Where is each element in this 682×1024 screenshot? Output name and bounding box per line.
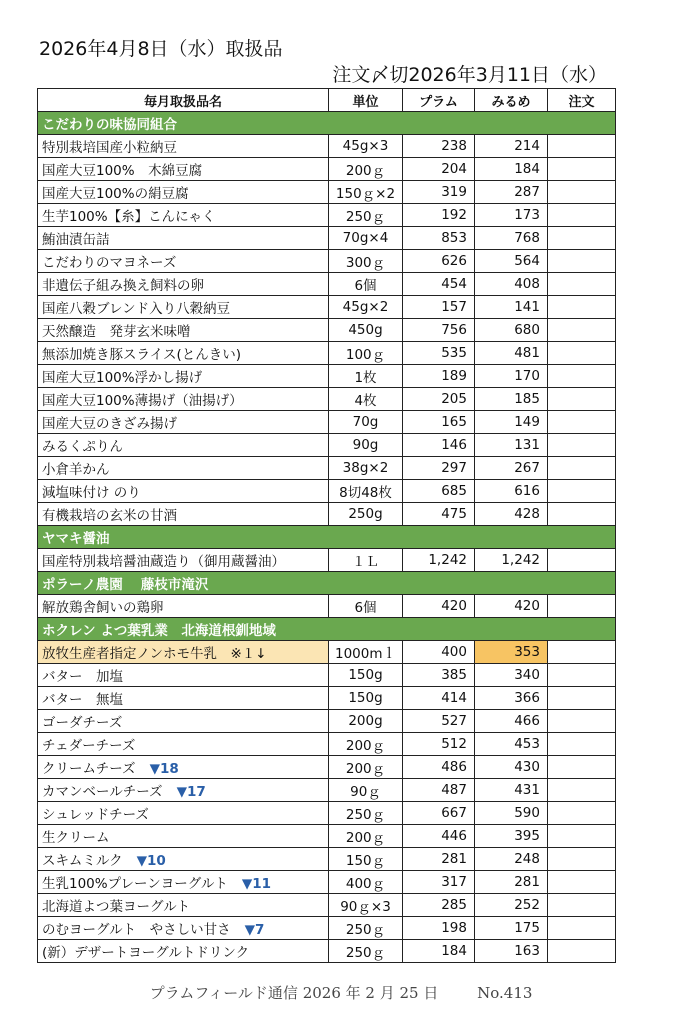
unit-cell: 90ｇ bbox=[329, 779, 403, 802]
product-name: 小倉羊かん bbox=[42, 462, 110, 478]
unit-cell: 90ｇ×3 bbox=[329, 894, 403, 917]
table-body bbox=[38, 112, 616, 963]
order-cell[interactable] bbox=[548, 135, 616, 158]
table-row bbox=[38, 365, 616, 388]
table-row bbox=[38, 710, 616, 733]
column-header-product: 毎月取扱品名 bbox=[38, 89, 329, 112]
order-cell[interactable] bbox=[548, 273, 616, 296]
price-change-mark: ▼17 bbox=[176, 784, 206, 800]
table-row bbox=[38, 779, 616, 802]
product-name: 国産特別栽培醤油蔵造り（御用蔵醤油） bbox=[42, 554, 285, 570]
mirume-price-cell: 340 bbox=[475, 664, 548, 687]
mirume-price-cell: 481 bbox=[475, 342, 548, 365]
section-name: ホクレン よつ葉乳業 北海道根釧地域 bbox=[38, 618, 616, 641]
table-row bbox=[38, 940, 616, 963]
product-name-cell bbox=[38, 894, 329, 917]
mirume-price-cell: 616 bbox=[475, 480, 548, 503]
column-header-unit: 単位 bbox=[329, 89, 403, 112]
table-row bbox=[38, 641, 616, 664]
order-cell[interactable] bbox=[548, 710, 616, 733]
product-name-cell bbox=[38, 664, 329, 687]
column-header-plum: プラム bbox=[403, 89, 475, 112]
product-name: こだわりのマヨネーズ bbox=[42, 255, 177, 271]
mirume-price-cell: 141 bbox=[475, 296, 548, 319]
order-cell[interactable] bbox=[548, 434, 616, 457]
product-name-cell bbox=[38, 365, 329, 388]
table-row bbox=[38, 342, 616, 365]
order-cell[interactable] bbox=[548, 250, 616, 273]
product-name-cell bbox=[38, 871, 329, 894]
mirume-price-cell: 149 bbox=[475, 411, 548, 434]
unit-cell: 400ｇ bbox=[329, 871, 403, 894]
footer-newsletter: プラムフィールド通信 2026 年 2 月 25 日 bbox=[149, 984, 439, 1002]
order-cell[interactable] bbox=[548, 227, 616, 250]
order-cell[interactable] bbox=[548, 319, 616, 342]
product-name-cell bbox=[38, 848, 329, 871]
table-row bbox=[38, 802, 616, 825]
unit-cell: 70g×4 bbox=[329, 227, 403, 250]
order-cell[interactable] bbox=[548, 733, 616, 756]
plum-price-cell: 297 bbox=[403, 457, 475, 480]
mirume-price-cell: 466 bbox=[475, 710, 548, 733]
price-change-mark: ▼18 bbox=[149, 761, 179, 777]
unit-cell: 200ｇ bbox=[329, 756, 403, 779]
product-name: 国産八穀ブレンド入り八穀納豆 bbox=[42, 301, 231, 317]
table-row bbox=[38, 158, 616, 181]
product-name: チェダーチーズ bbox=[42, 738, 136, 754]
unit-cell: 150ｇ×2 bbox=[329, 181, 403, 204]
unit-cell: 200g bbox=[329, 710, 403, 733]
product-name-cell bbox=[38, 756, 329, 779]
order-cell[interactable] bbox=[548, 848, 616, 871]
product-name: のむヨーグルト やさしい甘さ bbox=[42, 922, 231, 938]
plum-price-cell: 204 bbox=[403, 158, 475, 181]
plum-price-cell: 1,242 bbox=[403, 549, 475, 572]
mirume-price-cell: 175 bbox=[475, 917, 548, 940]
product-name-cell bbox=[38, 457, 329, 480]
unit-cell: 8切48枚 bbox=[329, 480, 403, 503]
column-header-mirume: みるめ bbox=[475, 89, 548, 112]
order-cell[interactable] bbox=[548, 871, 616, 894]
table-row bbox=[38, 894, 616, 917]
product-name: みるくぷりん bbox=[42, 439, 123, 455]
order-cell[interactable] bbox=[548, 595, 616, 618]
table-row bbox=[38, 480, 616, 503]
mirume-price-cell: 430 bbox=[475, 756, 548, 779]
footer bbox=[0, 982, 682, 1003]
mirume-price-cell: 287 bbox=[475, 181, 548, 204]
product-name-cell bbox=[38, 549, 329, 572]
table-row bbox=[38, 503, 616, 526]
plum-price-cell: 317 bbox=[403, 871, 475, 894]
plum-price-cell: 527 bbox=[403, 710, 475, 733]
product-name-cell bbox=[38, 296, 329, 319]
plum-price-cell: 486 bbox=[403, 756, 475, 779]
order-cell[interactable] bbox=[548, 181, 616, 204]
product-name-cell bbox=[38, 434, 329, 457]
table-row bbox=[38, 848, 616, 871]
mirume-price-cell: 431 bbox=[475, 779, 548, 802]
product-name: 特別栽培国産小粒納豆 bbox=[42, 140, 177, 156]
section-header-row bbox=[38, 112, 616, 135]
product-name: ゴーダチーズ bbox=[42, 715, 123, 731]
mirume-price-cell: 281 bbox=[475, 871, 548, 894]
product-name-cell bbox=[38, 319, 329, 342]
plum-price-cell: 685 bbox=[403, 480, 475, 503]
mirume-price-cell: 1,242 bbox=[475, 549, 548, 572]
plum-price-cell: 853 bbox=[403, 227, 475, 250]
order-cell[interactable] bbox=[548, 641, 616, 664]
mirume-price-cell: 420 bbox=[475, 595, 548, 618]
table-header-row bbox=[38, 89, 616, 112]
mirume-price-cell: 184 bbox=[475, 158, 548, 181]
plum-price-cell: 420 bbox=[403, 595, 475, 618]
unit-cell: 200ｇ bbox=[329, 733, 403, 756]
order-cell[interactable] bbox=[548, 296, 616, 319]
unit-cell: 250ｇ bbox=[329, 802, 403, 825]
mirume-price-cell: 131 bbox=[475, 434, 548, 457]
unit-cell: 6個 bbox=[329, 595, 403, 618]
table-row bbox=[38, 204, 616, 227]
table-row bbox=[38, 135, 616, 158]
product-name: 国産大豆100%薄揚げ（油揚げ） bbox=[42, 393, 243, 409]
product-name-cell bbox=[38, 227, 329, 250]
product-name-cell bbox=[38, 342, 329, 365]
product-name: 非遺伝子組み換え飼料の卵 bbox=[42, 278, 204, 294]
table-row bbox=[38, 434, 616, 457]
section-name: こだわりの味協同組合 bbox=[38, 112, 616, 135]
table-row bbox=[38, 273, 616, 296]
product-name: 生乳100%プレーンヨーグルト bbox=[42, 876, 228, 892]
product-name: 無添加焼き豚スライス(とんきい) bbox=[42, 347, 241, 363]
section-header-row bbox=[38, 526, 616, 549]
unit-cell: 38g×2 bbox=[329, 457, 403, 480]
mirume-price-cell: 590 bbox=[475, 802, 548, 825]
product-name: シュレッドチーズ bbox=[42, 807, 149, 823]
product-name: 減塩味付け のり bbox=[42, 485, 141, 501]
product-name-cell bbox=[38, 411, 329, 434]
plum-price-cell: 756 bbox=[403, 319, 475, 342]
price-change-mark: ▼11 bbox=[241, 876, 272, 892]
product-name: (新）デザートヨーグルトドリンク bbox=[42, 945, 250, 961]
product-name-cell bbox=[38, 641, 329, 664]
unit-cell: 200ｇ bbox=[329, 158, 403, 181]
plum-price-cell: 319 bbox=[403, 181, 475, 204]
table-row bbox=[38, 181, 616, 204]
product-name: 国産大豆100% 木綿豆腐 bbox=[42, 163, 203, 179]
section-header-row bbox=[38, 618, 616, 641]
mirume-price-cell: 680 bbox=[475, 319, 548, 342]
order-cell[interactable] bbox=[548, 756, 616, 779]
unit-cell: 250ｇ bbox=[329, 940, 403, 963]
order-cell[interactable] bbox=[548, 917, 616, 940]
section-header-row bbox=[38, 572, 616, 595]
table-row bbox=[38, 595, 616, 618]
table-row bbox=[38, 756, 616, 779]
product-name: 生芋100%【糸】こんにゃく bbox=[42, 209, 216, 225]
plum-price-cell: 446 bbox=[403, 825, 475, 848]
order-cell[interactable] bbox=[548, 687, 616, 710]
unit-cell: 200ｇ bbox=[329, 825, 403, 848]
product-name-cell bbox=[38, 204, 329, 227]
product-name-cell bbox=[38, 595, 329, 618]
mirume-price-cell: 185 bbox=[475, 388, 548, 411]
mirume-price-cell: 366 bbox=[475, 687, 548, 710]
product-name: 北海道よつ葉ヨーグルト bbox=[42, 899, 191, 915]
unit-cell: 250ｇ bbox=[329, 917, 403, 940]
plum-price-cell: 626 bbox=[403, 250, 475, 273]
product-name-cell bbox=[38, 940, 329, 963]
footer-issue-number: No.413 bbox=[477, 984, 533, 1002]
plum-price-cell: 184 bbox=[403, 940, 475, 963]
table-row bbox=[38, 411, 616, 434]
plum-price-cell: 198 bbox=[403, 917, 475, 940]
product-name: 放牧生産者指定ノンホモ牛乳 ※１↓ bbox=[42, 646, 267, 662]
table-row bbox=[38, 319, 616, 342]
table-row bbox=[38, 296, 616, 319]
plum-price-cell: 414 bbox=[403, 687, 475, 710]
product-name-cell bbox=[38, 710, 329, 733]
order-cell[interactable] bbox=[548, 779, 616, 802]
table-row bbox=[38, 733, 616, 756]
product-name-cell bbox=[38, 273, 329, 296]
table-row bbox=[38, 227, 616, 250]
plum-price-cell: 192 bbox=[403, 204, 475, 227]
product-name-cell bbox=[38, 687, 329, 710]
table-row bbox=[38, 664, 616, 687]
plum-price-cell: 454 bbox=[403, 273, 475, 296]
unit-cell: 45g×3 bbox=[329, 135, 403, 158]
unit-cell: 250g bbox=[329, 503, 403, 526]
section-name: ポラーノ農園 藤枝市滝沢 bbox=[38, 572, 616, 595]
unit-cell: 1000mｌ bbox=[329, 641, 403, 664]
mirume-price-cell: 173 bbox=[475, 204, 548, 227]
unit-cell: 6個 bbox=[329, 273, 403, 296]
plum-price-cell: 189 bbox=[403, 365, 475, 388]
mirume-price-cell: 353 bbox=[475, 641, 548, 664]
product-name-cell bbox=[38, 250, 329, 273]
table-row bbox=[38, 687, 616, 710]
unit-cell: 1枚 bbox=[329, 365, 403, 388]
plum-price-cell: 285 bbox=[403, 894, 475, 917]
table-row bbox=[38, 457, 616, 480]
unit-cell: 45g×2 bbox=[329, 296, 403, 319]
mirume-price-cell: 248 bbox=[475, 848, 548, 871]
product-name: 国産大豆のきざみ揚げ bbox=[42, 416, 177, 432]
plum-price-cell: 281 bbox=[403, 848, 475, 871]
plum-price-cell: 535 bbox=[403, 342, 475, 365]
table-row bbox=[38, 917, 616, 940]
unit-cell: 4枚 bbox=[329, 388, 403, 411]
product-name-cell bbox=[38, 802, 329, 825]
product-name-cell bbox=[38, 503, 329, 526]
table-row bbox=[38, 871, 616, 894]
order-deadline: 注文〆切2026年3月11日（水） bbox=[332, 64, 607, 86]
order-cell[interactable] bbox=[548, 940, 616, 963]
order-cell[interactable] bbox=[548, 549, 616, 572]
order-cell[interactable] bbox=[548, 825, 616, 848]
product-name-cell bbox=[38, 135, 329, 158]
order-cell[interactable] bbox=[548, 457, 616, 480]
order-cell[interactable] bbox=[548, 480, 616, 503]
order-cell[interactable] bbox=[548, 411, 616, 434]
table-row bbox=[38, 549, 616, 572]
order-cell[interactable] bbox=[548, 664, 616, 687]
mirume-price-cell: 428 bbox=[475, 503, 548, 526]
unit-cell: 250ｇ bbox=[329, 204, 403, 227]
product-name: バター 加塩 bbox=[42, 669, 123, 685]
product-name-cell bbox=[38, 917, 329, 940]
plum-price-cell: 487 bbox=[403, 779, 475, 802]
order-cell[interactable] bbox=[548, 802, 616, 825]
product-name-cell bbox=[38, 388, 329, 411]
plum-price-cell: 157 bbox=[403, 296, 475, 319]
page-title: 2026年4月8日（水）取扱品 bbox=[39, 38, 283, 60]
mirume-price-cell: 768 bbox=[475, 227, 548, 250]
plum-price-cell: 385 bbox=[403, 664, 475, 687]
unit-cell: 70g bbox=[329, 411, 403, 434]
mirume-price-cell: 214 bbox=[475, 135, 548, 158]
plum-price-cell: 512 bbox=[403, 733, 475, 756]
product-name-cell bbox=[38, 480, 329, 503]
product-name: クリームチーズ bbox=[42, 761, 136, 777]
price-list-sheet bbox=[37, 36, 615, 963]
product-name: バター 無塩 bbox=[42, 692, 123, 708]
plum-price-cell: 205 bbox=[403, 388, 475, 411]
order-cell[interactable] bbox=[548, 204, 616, 227]
table-row bbox=[38, 250, 616, 273]
plum-price-cell: 475 bbox=[403, 503, 475, 526]
unit-cell: 90g bbox=[329, 434, 403, 457]
product-name: スキムミルク bbox=[42, 853, 123, 869]
unit-cell: 150ｇ bbox=[329, 848, 403, 871]
price-change-mark: ▼7 bbox=[244, 922, 265, 938]
mirume-price-cell: 564 bbox=[475, 250, 548, 273]
order-cell[interactable] bbox=[548, 158, 616, 181]
column-header-order: 注文 bbox=[548, 89, 616, 112]
plum-price-cell: 238 bbox=[403, 135, 475, 158]
product-name: 鮪油漬缶詰 bbox=[42, 232, 110, 248]
plum-price-cell: 165 bbox=[403, 411, 475, 434]
order-cell[interactable] bbox=[548, 365, 616, 388]
product-name-cell bbox=[38, 825, 329, 848]
product-table bbox=[37, 88, 616, 963]
order-cell[interactable] bbox=[548, 503, 616, 526]
mirume-price-cell: 170 bbox=[475, 365, 548, 388]
mirume-price-cell: 395 bbox=[475, 825, 548, 848]
plum-price-cell: 146 bbox=[403, 434, 475, 457]
section-name: ヤマキ醤油 bbox=[38, 526, 616, 549]
table-row bbox=[38, 825, 616, 848]
product-name: 天然醸造 発芽玄米味噌 bbox=[42, 324, 191, 340]
unit-cell: 300ｇ bbox=[329, 250, 403, 273]
order-cell[interactable] bbox=[548, 894, 616, 917]
mirume-price-cell: 252 bbox=[475, 894, 548, 917]
mirume-price-cell: 453 bbox=[475, 733, 548, 756]
product-name: 解放鶏舎飼いの鶏卵 bbox=[42, 600, 164, 616]
unit-cell: 100ｇ bbox=[329, 342, 403, 365]
mirume-price-cell: 163 bbox=[475, 940, 548, 963]
unit-cell: 150g bbox=[329, 664, 403, 687]
product-name: 国産大豆100%の絹豆腐 bbox=[42, 186, 189, 202]
unit-cell: 450g bbox=[329, 319, 403, 342]
price-change-mark: ▼10 bbox=[136, 853, 166, 869]
order-cell[interactable] bbox=[548, 388, 616, 411]
product-name: 国産大豆100%浮かし揚げ bbox=[42, 370, 203, 386]
plum-price-cell: 400 bbox=[403, 641, 475, 664]
product-name-cell bbox=[38, 779, 329, 802]
plum-price-cell: 667 bbox=[403, 802, 475, 825]
table-row bbox=[38, 388, 616, 411]
product-name: 生クリーム bbox=[42, 830, 110, 846]
product-name-cell bbox=[38, 181, 329, 204]
order-cell[interactable] bbox=[548, 342, 616, 365]
product-name-cell bbox=[38, 733, 329, 756]
product-name: カマンベールチーズ bbox=[42, 784, 163, 800]
mirume-price-cell: 267 bbox=[475, 457, 548, 480]
unit-cell: １Ｌ bbox=[329, 549, 403, 572]
unit-cell: 150g bbox=[329, 687, 403, 710]
product-name: 有機栽培の玄米の甘酒 bbox=[42, 508, 177, 524]
mirume-price-cell: 408 bbox=[475, 273, 548, 296]
product-name-cell bbox=[38, 158, 329, 181]
